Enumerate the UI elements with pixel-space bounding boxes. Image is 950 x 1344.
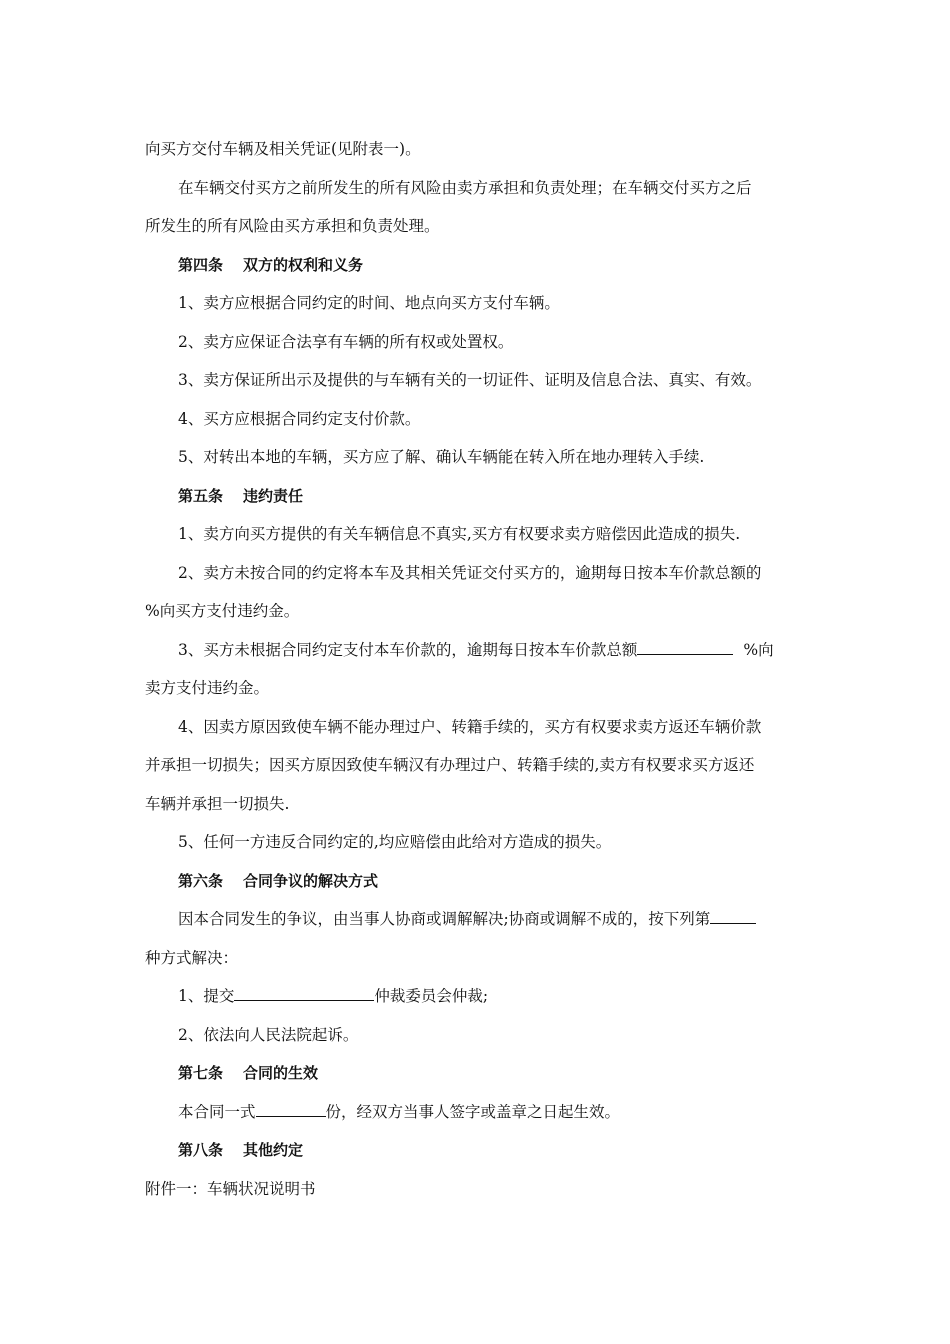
clause-item: 2、依法向人民法院起诉。 xyxy=(178,1025,359,1044)
clause-item xyxy=(145,631,810,670)
clause-item-continuation: 卖方支付违约金。 xyxy=(145,679,270,697)
article-title: 违约责任 xyxy=(243,486,304,505)
clause-text: 仲裁委员会仲裁; xyxy=(374,987,489,1005)
clause-text: 本合同一式 xyxy=(178,1102,256,1121)
clause-item xyxy=(145,1093,810,1132)
clause-item-continuation: 车辆并承担一切损失. xyxy=(145,794,290,813)
article-number: 第五条 xyxy=(178,486,224,505)
clause-item: 5、任何一方违反合同约定的,均应赔偿由此给对方造成的损失。 xyxy=(178,833,612,851)
paragraph-line: 所发生的所有风险由买方承担和负责处理。 xyxy=(145,217,440,235)
article-title: 合同争议的解决方式 xyxy=(243,871,379,890)
clause-item: 2、卖方未按合同的约定将本车及其相关凭证交付买方的，逾期每日按本车价款总额的 xyxy=(178,563,762,582)
paragraph-line: 在车辆交付买方之前所发生的所有风险由卖方承担和负责处理；在车辆交付买方之后 xyxy=(178,178,752,197)
fill-in-blank[interactable] xyxy=(637,640,733,655)
article-number: 第八条 xyxy=(178,1141,224,1159)
fill-in-blank[interactable] xyxy=(256,1102,326,1117)
clause-item: 2、卖方应保证合法享有车辆的所有权或处置权。 xyxy=(178,332,514,351)
clause-text: 3、买方未根据合同约定支付本车价款的，逾期每日按本车价款总额 xyxy=(178,640,638,659)
clause-text: 1、提交 xyxy=(178,987,235,1005)
fill-in-blank[interactable] xyxy=(234,986,374,1001)
clause-text: 份，经双方当事人签字或盖章之日起生效。 xyxy=(325,1102,621,1121)
clause-item: 4、因卖方原因致使车辆不能办理过户、转籍手续的，买方有权要求卖方返还车辆价款 xyxy=(178,717,762,736)
article-4-heading xyxy=(145,246,810,285)
annex-line: 附件一：车辆状况说明书 xyxy=(145,1179,316,1198)
article-6-heading xyxy=(145,862,810,901)
clause-item: 4、买方应根据合同约定支付价款。 xyxy=(178,409,421,428)
fill-in-blank[interactable] xyxy=(710,909,756,924)
article-number: 第六条 xyxy=(178,871,224,890)
article-number: 第七条 xyxy=(178,1064,224,1082)
article-title: 其他约定 xyxy=(243,1141,304,1159)
clause-item xyxy=(145,977,810,1016)
article-number: 第四条 xyxy=(178,255,224,274)
clause-item xyxy=(145,900,810,939)
article-8-heading xyxy=(145,1131,810,1170)
clause-item: 1、卖方应根据合同约定的时间、地点向买方支付车辆。 xyxy=(178,294,560,312)
clause-item: 5、对转出本地的车辆，买方应了解、确认车辆能在转入所在地办理转入手续. xyxy=(178,448,705,466)
clause-item: 1、卖方向买方提供的有关车辆信息不真实,买方有权要求卖方赔偿因此造成的损失. xyxy=(178,525,741,543)
article-title: 双方的权利和义务 xyxy=(243,255,364,274)
article-title: 合同的生效 xyxy=(243,1064,319,1082)
article-5-heading xyxy=(145,477,810,516)
document-page xyxy=(145,130,810,1208)
clause-item-continuation: 并承担一切损失；因买方原因致使车辆汉有办理过户、转籍手续的,卖方有权要求买方返还 xyxy=(145,756,755,774)
article-7-heading xyxy=(145,1054,810,1093)
paragraph-line: 向买方交付车辆及相关凭证(见附表一)。 xyxy=(145,140,421,158)
clause-text: %向 xyxy=(743,640,774,659)
clause-item: 3、卖方保证所出示及提供的与车辆有关的一切证件、证明及信息合法、真实、有效。 xyxy=(178,371,762,389)
clause-item-continuation: 种方式解决： xyxy=(145,948,239,967)
clause-item-continuation: %向买方支付违约金。 xyxy=(145,602,300,620)
clause-text: 因本合同发生的争议，由当事人协商或调解解决;协商或调解不成的，按下列第 xyxy=(178,910,711,928)
